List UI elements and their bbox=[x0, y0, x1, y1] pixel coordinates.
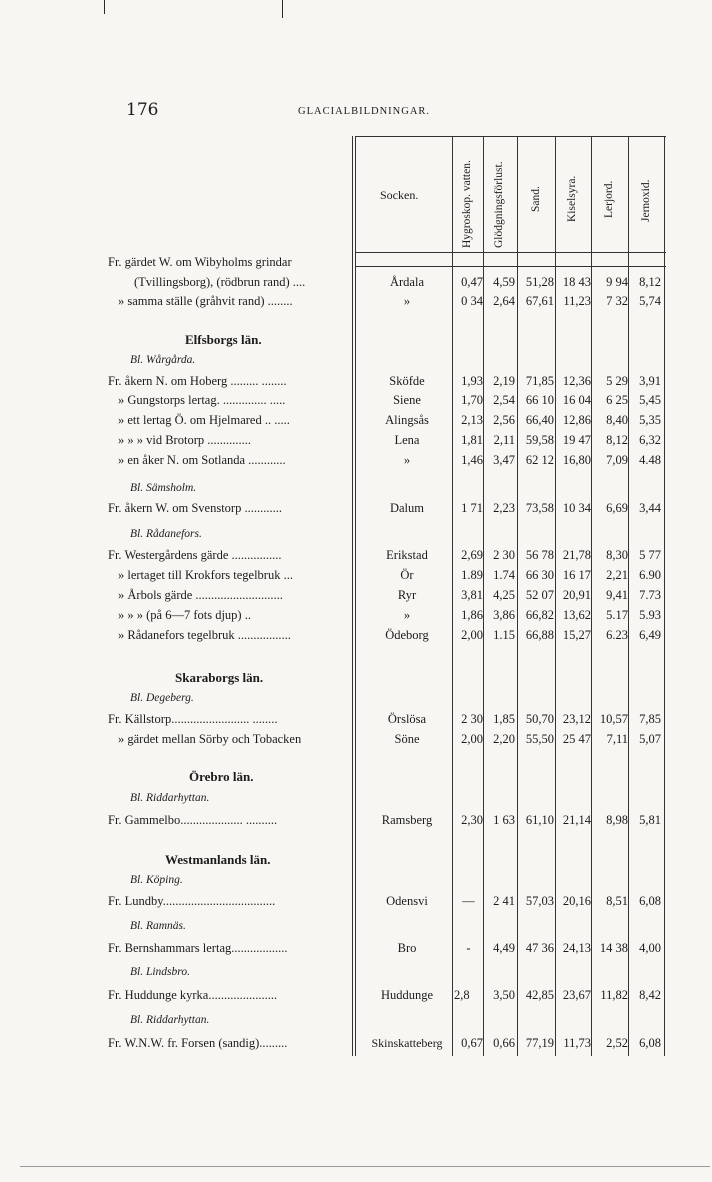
cell-lerjord: 9 94 bbox=[606, 275, 628, 289]
cell-lerjord: 6.23 bbox=[606, 628, 628, 642]
row-label: Fr. Bernshammars lertag.................. bbox=[108, 941, 288, 955]
cell-glodgning: 1 63 bbox=[493, 813, 515, 827]
table-row bbox=[0, 453, 712, 471]
table-row bbox=[0, 501, 712, 519]
cell-socken: Årdala bbox=[389, 275, 424, 289]
table-row bbox=[0, 255, 712, 273]
cell-sand: 55,50 bbox=[525, 732, 554, 746]
row-label: » samma ställe (gråhvit rand) ........ bbox=[118, 294, 293, 308]
row-label: » lertaget till Krokfors tegelbruk ... bbox=[118, 568, 293, 582]
cell-jernoxid: 7.73 bbox=[639, 588, 661, 602]
cell-hygroskop: 2 30 bbox=[461, 712, 483, 726]
table-row bbox=[0, 813, 712, 831]
subheading-koping: Bl. Köping. bbox=[130, 874, 183, 886]
cell-hygroskop: — bbox=[462, 894, 475, 908]
cell-socken: Siene bbox=[393, 393, 421, 407]
table-row bbox=[0, 275, 712, 293]
cell-lerjord: 9,41 bbox=[606, 588, 628, 602]
cell-kiselsyra: 13,62 bbox=[562, 608, 591, 622]
cell-hygroskop: 0 34 bbox=[461, 294, 483, 308]
col-jernoxid: Jernoxid. bbox=[640, 179, 652, 222]
table-row bbox=[0, 628, 712, 646]
subheading-wargarda: Bl. Wårgårda. bbox=[130, 354, 196, 366]
cell-socken: Söne bbox=[394, 732, 420, 746]
cell-glodgning: 2 41 bbox=[493, 894, 515, 908]
subheading-degeberg: Bl. Degeberg. bbox=[130, 692, 194, 704]
row-label: Fr. åkern W. om Svenstorp ............ bbox=[108, 501, 282, 515]
cell-kiselsyra: 23,67 bbox=[562, 988, 591, 1002]
cell-hygroskop: 1,93 bbox=[461, 374, 483, 388]
cell-sand: 47 36 bbox=[525, 941, 554, 955]
cell-kiselsyra: 20,16 bbox=[562, 894, 591, 908]
cell-hygroskop: 1,86 bbox=[461, 608, 483, 622]
cell-hygroskop: 2,00 bbox=[461, 732, 483, 746]
row-label: Fr. Gammelbo.................... .......... bbox=[108, 813, 278, 827]
cell-jernoxid: 5,35 bbox=[639, 413, 661, 427]
cell-sand: 50,70 bbox=[525, 712, 554, 726]
cell-lerjord: 11,82 bbox=[600, 988, 628, 1002]
row-label: » » » vid Brotorp .............. bbox=[118, 433, 251, 447]
cell-kiselsyra: 10 34 bbox=[562, 501, 591, 515]
cell-glodgning: 0,66 bbox=[493, 1036, 515, 1050]
table-row bbox=[0, 608, 712, 626]
cell-kiselsyra: 21,14 bbox=[562, 813, 591, 827]
cell-sand: 51,28 bbox=[525, 275, 554, 289]
cell-lerjord: 5.17 bbox=[606, 608, 628, 622]
cell-glodgning: 1,85 bbox=[493, 712, 515, 726]
cell-socken: Ör bbox=[400, 568, 414, 582]
table-row bbox=[0, 712, 712, 730]
cell-lerjord: 2,21 bbox=[606, 568, 628, 582]
cell-jernoxid: 3,44 bbox=[639, 501, 661, 515]
row-label: » Gungstorps lertag. .............. ..... bbox=[118, 393, 286, 407]
cell-hygroskop: 2,69 bbox=[461, 548, 483, 562]
cell-lerjord: 2,52 bbox=[606, 1036, 628, 1050]
cell-hygroskop: 2,30 bbox=[461, 813, 483, 827]
cell-glodgning: 3,86 bbox=[493, 608, 515, 622]
cell-glodgning: 3,47 bbox=[493, 453, 515, 467]
cell-kiselsyra: 23,12 bbox=[562, 712, 591, 726]
cell-lerjord: 5 29 bbox=[606, 374, 628, 388]
cell-socken: Ödeborg bbox=[385, 628, 429, 642]
cell-socken: Sköfde bbox=[389, 374, 425, 388]
cell-kiselsyra: 16 17 bbox=[562, 568, 591, 582]
cell-hygroskop: 1,46 bbox=[461, 453, 483, 467]
col-sand: Sand. bbox=[530, 186, 542, 212]
row-label: Fr. W.N.W. fr. Forsen (sandig)......... bbox=[108, 1036, 288, 1050]
cell-socken: Skinskatteberg bbox=[371, 1036, 443, 1050]
table-row bbox=[0, 393, 712, 411]
cell-glodgning: 2,54 bbox=[493, 393, 515, 407]
cell-socken: Örslösa bbox=[387, 712, 427, 726]
cell-kiselsyra: 19 47 bbox=[562, 433, 591, 447]
cell-glodgning: 2,19 bbox=[493, 374, 515, 388]
cell-sand: 57,03 bbox=[525, 894, 554, 908]
col-hygroskop: Hygroskop. vatten. bbox=[461, 160, 473, 248]
scan-edge bbox=[282, 0, 283, 18]
cell-hygroskop: 2,13 bbox=[461, 413, 483, 427]
cell-hygroskop: 0,47 bbox=[461, 275, 483, 289]
cell-jernoxid: 7,85 bbox=[639, 712, 661, 726]
cell-socken: Lena bbox=[394, 433, 420, 447]
scan-edge bbox=[20, 1166, 710, 1167]
cell-lerjord: 6 25 bbox=[606, 393, 628, 407]
cell-sand: 73,58 bbox=[525, 501, 554, 515]
row-label: Fr. Källstorp......................... ........ bbox=[108, 712, 278, 726]
cell-kiselsyra: 18 43 bbox=[562, 275, 591, 289]
table-row bbox=[0, 988, 712, 1006]
cell-jernoxid: 4.48 bbox=[639, 453, 661, 467]
table-row bbox=[0, 894, 712, 912]
cell-lerjord: 8,12 bbox=[606, 433, 628, 447]
cell-hygroskop: 0,67 bbox=[461, 1036, 483, 1050]
cell-lerjord: 10,57 bbox=[599, 712, 628, 726]
cell-sand: 56 78 bbox=[525, 548, 554, 562]
cell-glodgning: 1.74 bbox=[493, 568, 515, 582]
cell-jernoxid: 8,12 bbox=[639, 275, 661, 289]
cell-sand: 42,85 bbox=[525, 988, 554, 1002]
cell-glodgning: 4,59 bbox=[493, 275, 515, 289]
subheading-radanefors: Bl. Rådanefors. bbox=[130, 528, 202, 540]
cell-lerjord: 7 32 bbox=[606, 294, 628, 308]
cell-glodgning: 2,20 bbox=[493, 732, 515, 746]
cell-jernoxid: 5,74 bbox=[639, 294, 661, 308]
cell-kiselsyra: 12,86 bbox=[562, 413, 591, 427]
cell-glodgning: 4,25 bbox=[493, 588, 515, 602]
row-label: » en åker N. om Sotlanda ............ bbox=[118, 453, 286, 467]
cell-lerjord: 8,98 bbox=[606, 813, 628, 827]
row-label: Fr. Lundby.................................... bbox=[108, 894, 276, 908]
cell-glodgning: 2,56 bbox=[493, 413, 515, 427]
cell-hygroskop: 1 71 bbox=[461, 501, 483, 515]
cell-socken: Ryr bbox=[397, 588, 417, 602]
cell-glodgning: 2,23 bbox=[493, 501, 515, 515]
cell-jernoxid: 5 77 bbox=[639, 548, 661, 562]
cell-kiselsyra: 11,23 bbox=[563, 294, 591, 308]
cell-kiselsyra: 12,36 bbox=[562, 374, 591, 388]
col-socken: Socken. bbox=[380, 188, 419, 202]
cell-sand: 61,10 bbox=[525, 813, 554, 827]
subheading-riddarhyttan-2: Bl. Riddarhyttan. bbox=[130, 1014, 210, 1026]
subheading-lindsbro: Bl. Lindsbro. bbox=[130, 966, 190, 978]
col-lerjord: Lerjord. bbox=[603, 180, 615, 218]
cell-socken: Bro bbox=[397, 941, 417, 955]
row-label: (Tvillingsborg), (rödbrun rand) .... bbox=[134, 275, 306, 289]
cell-jernoxid: 5,81 bbox=[639, 813, 661, 827]
subheading-ramnas: Bl. Ramnäs. bbox=[130, 920, 186, 932]
table-row bbox=[0, 413, 712, 431]
cell-sand: 66,40 bbox=[525, 413, 554, 427]
cell-jernoxid: 6,49 bbox=[639, 628, 661, 642]
cell-jernoxid: 6,08 bbox=[639, 894, 661, 908]
heading-orebro: Örebro län. bbox=[189, 769, 254, 784]
cell-sand: 66,82 bbox=[525, 608, 554, 622]
row-label: Fr. åkern N. om Hoberg ......... ........ bbox=[108, 374, 287, 388]
cell-kiselsyra: 20,91 bbox=[562, 588, 591, 602]
cell-lerjord: 6,69 bbox=[606, 501, 628, 515]
table-row bbox=[0, 941, 712, 959]
table-row bbox=[0, 1036, 712, 1054]
cell-hygroskop: 1,81 bbox=[461, 433, 483, 447]
cell-glodgning: 4,49 bbox=[493, 941, 515, 955]
cell-kiselsyra: 21,78 bbox=[562, 548, 591, 562]
cell-sand: 62 12 bbox=[525, 453, 554, 467]
cell-sand: 67,61 bbox=[525, 294, 554, 308]
cell-kiselsyra: 16 04 bbox=[562, 393, 591, 407]
cell-socken: Huddunge bbox=[380, 988, 434, 1002]
cell-jernoxid: 5,07 bbox=[639, 732, 661, 746]
table-row bbox=[0, 548, 712, 566]
row-label: Fr. Huddunge kyrka...................... bbox=[108, 988, 278, 1002]
cell-sand: 66 30 bbox=[525, 568, 554, 582]
col-kiselsyra: Kiselsyra. bbox=[566, 175, 578, 222]
cell-lerjord: 7,09 bbox=[606, 453, 628, 467]
row-label: » gärdet mellan Sörby och Tobacken bbox=[118, 732, 302, 746]
cell-socken: Odensvi bbox=[386, 894, 428, 908]
cell-sand: 77,19 bbox=[525, 1036, 554, 1050]
subheading-samsholm: Bl. Sämsholm. bbox=[130, 482, 197, 494]
cell-sand: 66 10 bbox=[525, 393, 554, 407]
cell-socken: Ramsberg bbox=[381, 813, 433, 827]
cell-jernoxid: 6.90 bbox=[639, 568, 661, 582]
cell-sand: 52 07 bbox=[525, 588, 554, 602]
cell-hygroskop: - bbox=[466, 941, 471, 955]
table-row bbox=[0, 433, 712, 451]
cell-glodgning: 2,64 bbox=[493, 294, 515, 308]
table-row bbox=[0, 588, 712, 606]
table-row bbox=[0, 294, 712, 312]
cell-sand: 71,85 bbox=[525, 374, 554, 388]
row-label: » Rådanefors tegelbruk ................. bbox=[118, 628, 291, 642]
cell-jernoxid: 5,45 bbox=[639, 393, 661, 407]
cell-kiselsyra: 11,73 bbox=[563, 1036, 591, 1050]
cell-hygroskop: 2,8 bbox=[454, 988, 470, 1002]
table-row bbox=[0, 732, 712, 750]
cell-lerjord: 7,11 bbox=[606, 732, 628, 746]
cell-lerjord: 14 38 bbox=[599, 941, 628, 955]
col-glodgning: Glödgningsförlust. bbox=[493, 161, 505, 248]
cell-glodgning: 2,11 bbox=[493, 433, 515, 447]
scan-edge bbox=[104, 0, 105, 14]
subheading-riddarhyttan: Bl. Riddarhyttan. bbox=[130, 792, 210, 804]
cell-kiselsyra: 25 47 bbox=[562, 732, 591, 746]
heading-skaraborg: Skaraborgs län. bbox=[175, 670, 264, 685]
cell-socken: » bbox=[403, 294, 411, 308]
row-label: » Årbols gärde ............................ bbox=[118, 588, 283, 602]
cell-sand: 66,88 bbox=[525, 628, 554, 642]
cell-glodgning: 2 30 bbox=[493, 548, 515, 562]
table-row bbox=[0, 568, 712, 586]
cell-jernoxid: 8,42 bbox=[639, 988, 661, 1002]
cell-kiselsyra: 24,13 bbox=[562, 941, 591, 955]
cell-hygroskop: 3,81 bbox=[461, 588, 483, 602]
cell-hygroskop: 2,00 bbox=[461, 628, 483, 642]
cell-socken: » bbox=[403, 608, 411, 622]
row-label: » » » (på 6—7 fots djup) .. bbox=[118, 608, 251, 622]
cell-socken: Dalum bbox=[389, 501, 425, 515]
cell-jernoxid: 6,32 bbox=[639, 433, 661, 447]
cell-jernoxid: 6,08 bbox=[639, 1036, 661, 1050]
cell-hygroskop: 1,70 bbox=[461, 393, 483, 407]
cell-jernoxid: 4,00 bbox=[639, 941, 661, 955]
row-label: » ett lertag Ö. om Hjelmared .. ..... bbox=[118, 413, 290, 427]
cell-socken: » bbox=[403, 453, 411, 467]
cell-kiselsyra: 15,27 bbox=[562, 628, 591, 642]
table-row bbox=[0, 374, 712, 392]
cell-jernoxid: 5.93 bbox=[639, 608, 661, 622]
cell-kiselsyra: 16,80 bbox=[562, 453, 591, 467]
cell-socken: Alingsås bbox=[385, 413, 429, 427]
row-label: Fr. gärdet W. om Wibyholms grindar bbox=[108, 255, 292, 269]
cell-lerjord: 8,40 bbox=[606, 413, 628, 427]
page-number: 176 bbox=[126, 100, 159, 120]
cell-glodgning: 1.15 bbox=[493, 628, 515, 642]
cell-lerjord: 8,30 bbox=[606, 548, 628, 562]
cell-glodgning: 3,50 bbox=[493, 988, 515, 1002]
cell-hygroskop: 1.89 bbox=[461, 568, 483, 582]
cell-sand: 59,58 bbox=[525, 433, 554, 447]
heading-elfsborg: Elfsborgs län. bbox=[185, 332, 262, 347]
heading-westmanland: Westmanlands län. bbox=[165, 852, 271, 867]
cell-jernoxid: 3,91 bbox=[639, 374, 661, 388]
running-head: GLACIALBILDNINGAR. bbox=[298, 106, 431, 117]
cell-socken: Erikstad bbox=[386, 548, 428, 562]
cell-lerjord: 8,51 bbox=[606, 894, 628, 908]
row-label: Fr. Westergårdens gärde ................ bbox=[108, 548, 282, 562]
